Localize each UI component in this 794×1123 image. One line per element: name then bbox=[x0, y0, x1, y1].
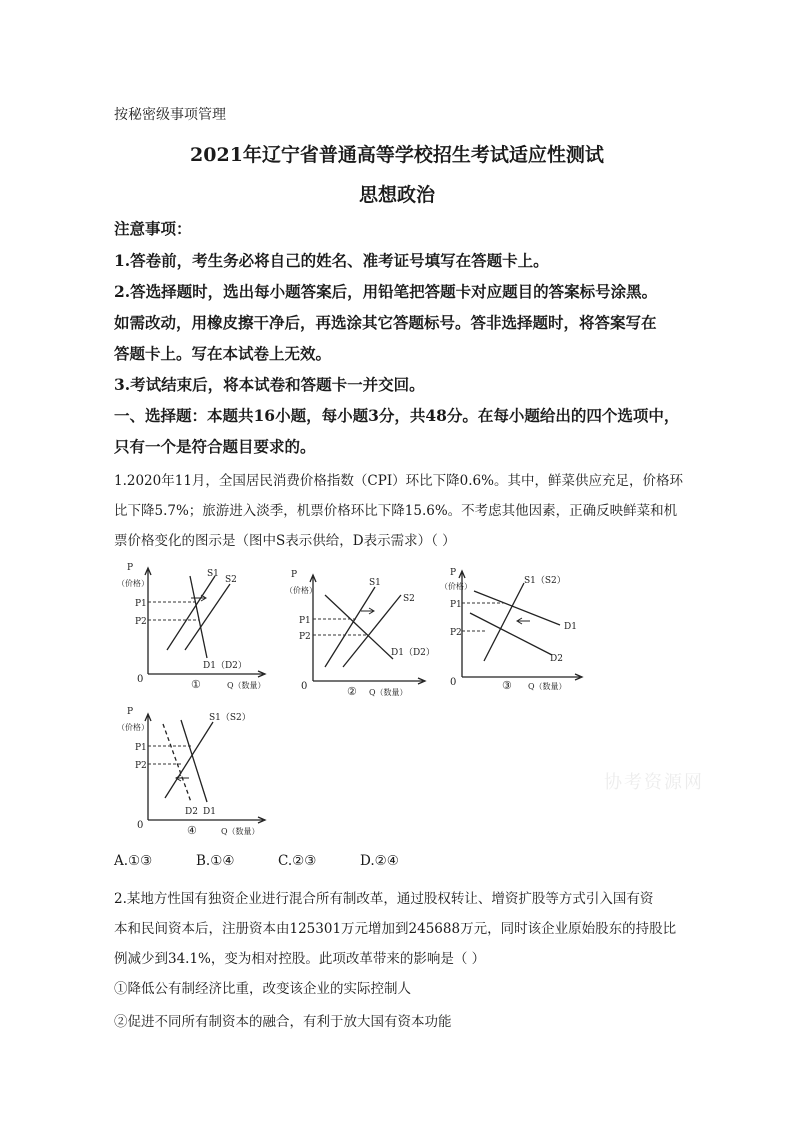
graph-number: ③ bbox=[502, 679, 512, 692]
statement-line: ①降低公有制经济比重，改变该企业的实际控制人 bbox=[114, 981, 411, 997]
section-heading: 一、选择题：本题共16小题，每小题3分，共48分。在每小题给出的四个选项中， bbox=[114, 406, 680, 425]
p2-label: P2 bbox=[135, 761, 147, 771]
axis-q-label: Q（数量） bbox=[369, 688, 408, 697]
note-line: 答题卡上。写在本试卷上无效。 bbox=[114, 344, 332, 363]
supply-s1-label: S1 bbox=[369, 578, 381, 588]
section-heading-cont: 只有一个是符合题目要求的。 bbox=[114, 437, 316, 456]
statement-line: ②促进不同所有制资本的融合，有利于放大国有资本功能 bbox=[114, 1014, 452, 1030]
notes-heading: 注意事项： bbox=[114, 219, 192, 238]
axis-price-label: （价格） bbox=[440, 582, 472, 591]
demand-label: D1（D2） bbox=[203, 661, 247, 671]
question-line: 比下降5.7%；旅游进入淡季，机票价格环比下降15.6%。不考虑其他因素，正确反映鲜菜和机 bbox=[114, 503, 678, 519]
axis-price-label: （价格） bbox=[285, 586, 317, 595]
axis-p-label: P bbox=[127, 707, 134, 717]
axis-p-label: P bbox=[291, 570, 298, 580]
question-line: 1.2020年11月，全国居民消费价格指数（CPI）环比下降0.6%。其中，鲜菜供应充足，价格环 bbox=[114, 473, 683, 489]
axis-price-label: （价格） bbox=[117, 579, 149, 588]
exam-subject: 思想政治 bbox=[358, 184, 435, 206]
supply-s1-label: S1 bbox=[207, 569, 219, 579]
origin-label: 0 bbox=[137, 820, 144, 831]
p2-label: P2 bbox=[135, 617, 147, 627]
demand-label: D1（D2） bbox=[391, 648, 435, 658]
axis-p-label: P bbox=[127, 563, 134, 573]
p1-label: P1 bbox=[135, 599, 147, 609]
demand-d1-label: D1 bbox=[203, 807, 216, 817]
graph-number: ② bbox=[347, 685, 357, 698]
graph-3 bbox=[440, 565, 590, 695]
question-line: 本和民间资本后，注册资本由125301万元增加到245688万元，同时该企业原始股东的持股比 bbox=[114, 921, 677, 937]
q1-options bbox=[114, 853, 442, 869]
watermark: 协考资源网 bbox=[604, 772, 704, 793]
demand-d2-label: D2 bbox=[550, 654, 563, 664]
p1-label: P1 bbox=[299, 616, 311, 626]
axis-q-label: Q（数量） bbox=[528, 682, 567, 691]
note-line: 3.考试结束后，将本试卷和答题卡一并交回。 bbox=[114, 375, 425, 394]
axis-q-label: Q（数量） bbox=[221, 827, 260, 836]
p1-label: P1 bbox=[135, 743, 147, 753]
graph-1 bbox=[115, 558, 280, 693]
supply-s2-label: S2 bbox=[403, 594, 415, 604]
p1-label: P1 bbox=[450, 600, 462, 610]
supply-label: S1（S2） bbox=[524, 576, 566, 586]
graph-4 bbox=[115, 700, 275, 840]
axis-q-label: Q（数量） bbox=[227, 681, 266, 690]
origin-label: 0 bbox=[137, 674, 144, 685]
option-b[interactable]: B.①④ bbox=[196, 853, 235, 869]
graph-number: ① bbox=[191, 678, 201, 691]
question-line: 2.某地方性国有独资企业进行混合所有制改革，通过股权转让、增资扩股等方式引入国有资 bbox=[114, 891, 654, 907]
p2-label: P2 bbox=[299, 632, 311, 642]
graph-number: ④ bbox=[187, 824, 197, 837]
note-line: 2.答选择题时，选出每小题答案后，用铅笔把答题卡对应题目的答案标号涂黑。 bbox=[114, 282, 658, 301]
demand-d1-label: D1 bbox=[564, 622, 577, 632]
origin-label: 0 bbox=[301, 681, 308, 692]
graph-2 bbox=[285, 565, 435, 700]
option-c[interactable]: C.②③ bbox=[278, 853, 317, 869]
axis-price-label: （价格） bbox=[117, 723, 149, 732]
supply-label: S1（S2） bbox=[209, 713, 251, 723]
confidential-note: 按秘密级事项管理 bbox=[114, 107, 226, 123]
option-a[interactable]: A.①③ bbox=[114, 853, 153, 869]
p2-label: P2 bbox=[450, 628, 462, 638]
option-d[interactable]: D.②④ bbox=[360, 853, 399, 869]
axis-p-label: P bbox=[450, 568, 457, 578]
note-line: 如需改动，用橡皮擦干净后，再选涂其它答题标号。答非选择题时，将答案写在 bbox=[114, 313, 657, 332]
note-line: 1.答卷前，考生务必将自己的姓名、准考证号填写在答题卡上。 bbox=[114, 251, 549, 270]
exam-title: 2021年辽宁省普通高等学校招生考试适应性测试 bbox=[190, 144, 604, 166]
question-line: 例减少到34.1%，变为相对控股。此项改革带来的影响是（ ） bbox=[114, 951, 486, 967]
demand-d2-label: D2 bbox=[185, 807, 198, 817]
question-line: 票价格变化的图示是（图中S表示供给，D表示需求）（ ） bbox=[114, 533, 456, 549]
origin-label: 0 bbox=[450, 677, 457, 688]
supply-s2-label: S2 bbox=[225, 575, 237, 585]
